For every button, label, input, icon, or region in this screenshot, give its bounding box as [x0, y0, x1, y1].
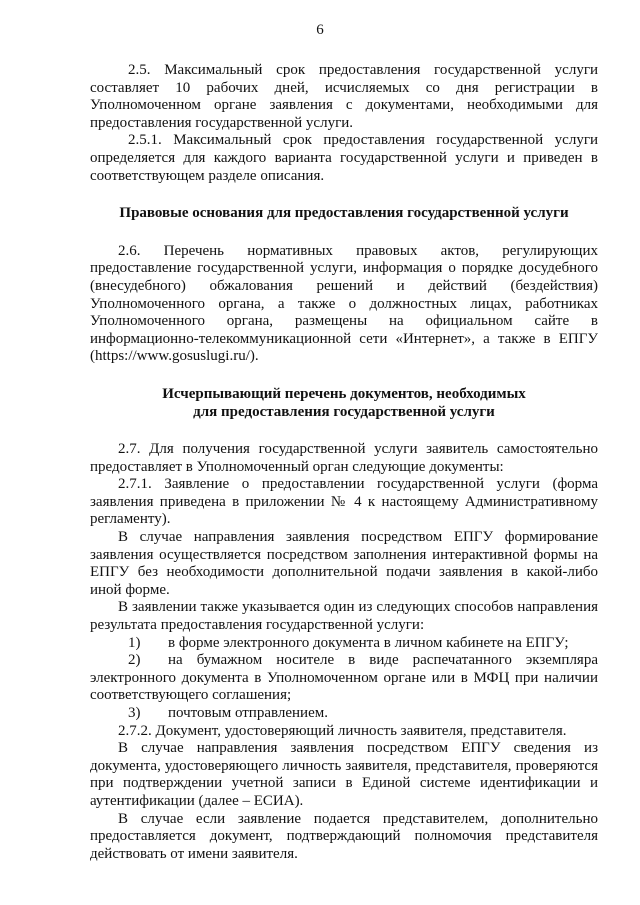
paragraph-2-7-2: 2.7.2. Документ, удостоверяющий личность заявителя, представителя. [118, 722, 567, 739]
list-item-number: 1) [128, 634, 141, 651]
list-item-text: почтовым отправлением. [168, 705, 328, 721]
list-item [90, 705, 598, 723]
paragraph-2-7-1: 2.7.1. Заявление о предоставлении государственной услуги (форма заявления приведена в приложении № 4 к настоящему Административному регламенту). [90, 476, 598, 528]
paragraph-2-7: 2.7. Для получения государственной услуги заявитель самостоятельно предоставляет в Уполномоченный орган следующие документы: [90, 441, 598, 475]
paragraph-epgu-form: В случае направления заявления посредством ЕПГУ формирование заявления осуществляется посредством заполнения интерактивной формы на ЕПГУ без необходимости дополнительной подачи заявления в какой-либо иной форме. [90, 529, 598, 598]
list-item [90, 652, 598, 705]
list-item-text: на бумажном носителе в виде распечатанного экземпляра электронного документа в Уполномоченном органе или в МФЦ при наличии соответствующего соглашения; [90, 652, 598, 704]
heading-legal-basis: Правовые основания для предоставления государственной услуги [119, 205, 569, 222]
paragraph-2-6: 2.6. Перечень нормативных правовых актов, регулирующих предоставление государственной услуги, информация о порядке досудебного (внесудебного) обжалования решений и действий (бездействия) Уполномоченного органа, а также о должностных лицах, работниках Уполномоченного органа, размещены на официальном сайте в информационно-телекоммуникационной сети «Интернет», а также в ЕПГУ (https://www.gosuslugi.ru/). [90, 242, 598, 365]
list-item-number: 2) [128, 652, 141, 669]
list-item-number: 3) [128, 705, 141, 721]
paragraph-2-5-1: 2.5.1. Максимальный срок предоставления государственной услуги определяется для каждого варианта государственной услуги и приведен в соответствующем разделе описания. [90, 132, 598, 184]
paragraph-result-methods: В заявлении также указывается один из следующих способов направления результата предоставления государственной услуги: [90, 599, 598, 634]
heading-documents-line2: для предоставления государственной услуги [193, 403, 495, 420]
list-item [90, 635, 598, 653]
list-item-text: в форме электронного документа в личном кабинете на ЕПГУ; [168, 634, 569, 651]
page-number: 6 [316, 22, 324, 38]
paragraph-representative: В случае если заявление подается представителем, дополнительно предоставляется документ, подтверждающий полномочия представителя действовать от имени заявителя. [90, 810, 598, 862]
document-body [90, 62, 598, 863]
paragraph-2-5: 2.5. Максимальный срок предоставления государственной услуги составляет 10 рабочих дней, исчисляемых со дня регистрации в Уполномоченном органе заявления с документами, необходимыми для предоставления государственной услуги. [90, 62, 598, 131]
heading-documents-line1: Исчерпывающий перечень документов, необходимых [162, 385, 526, 402]
paragraph-esia: В случае направления заявления посредством ЕПГУ сведения из документа, удостоверяющего личность заявителя, представителя, проверяются при подтверждении учетной записи в Единой системе идентификации и аутентификации (далее – ЕСИА). [90, 740, 598, 809]
